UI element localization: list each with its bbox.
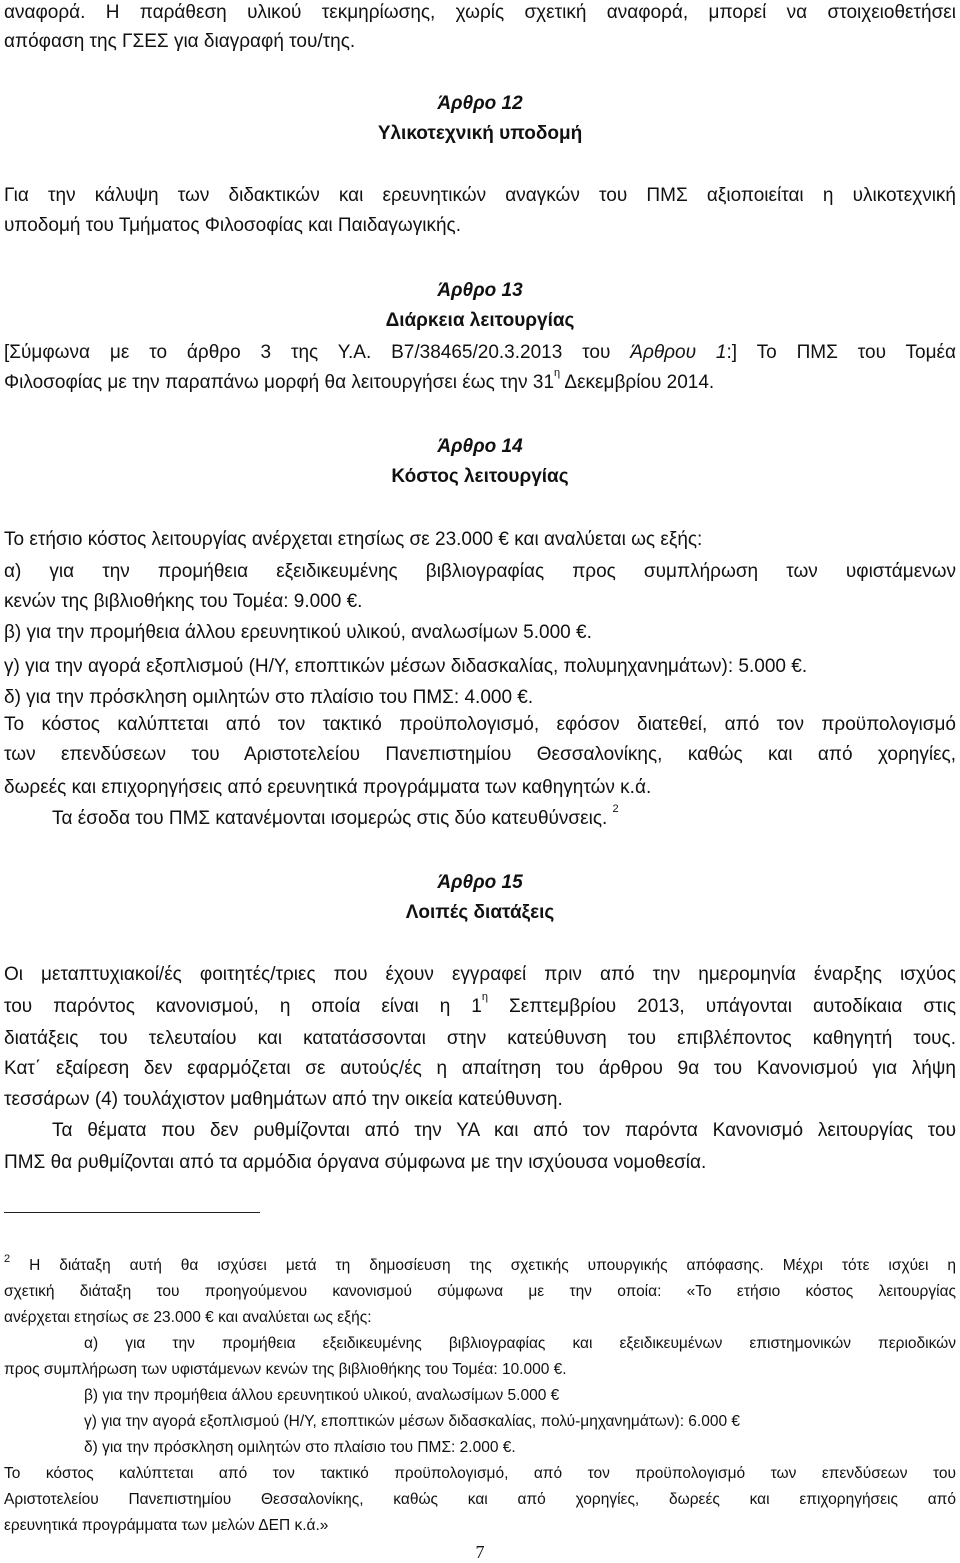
text-run: Φιλοσοφίας με την παραπάνω μορφή θα λειτουργήσει έως την 31 bbox=[4, 372, 555, 393]
paragraph-line: ΠΜΣ θα ρυθμίζονται από τα αρμόδια όργανα σύμφωνα με την ισχύουσα νομοθεσία. bbox=[4, 1152, 707, 1173]
list-item-line: κενών της βιβλιοθήκης του Τομέα: 9.000 €. bbox=[4, 591, 363, 612]
footnote-line bbox=[4, 1253, 956, 1276]
paragraph-line bbox=[4, 340, 956, 366]
superscript: η bbox=[554, 367, 561, 379]
paragraph-line: Κατ΄ εξαίρεση δεν εφαρμόζεται σε αυτούς/ές η απαίτηση του άρθρου 9α του Κανονισμού για λήψη bbox=[4, 1058, 956, 1079]
text-run-italic: Άρθρου 1 bbox=[630, 342, 727, 363]
article-15-number: Άρθρο 15 bbox=[437, 872, 523, 893]
page-number: 7 bbox=[475, 1542, 485, 1562]
footnote-line: γ) για την αγορά εξοπλισμού (Η/Υ, εποπτικών μέσων διδασκαλίας, πολύ-μηχανημάτων): 6.000 € bbox=[84, 1413, 741, 1430]
list-item-line: δ) για την πρόσκληση ομιλητών στο πλαίσιο του ΠΜΣ: 4.000 €. bbox=[4, 687, 534, 708]
footnote-line: α) για την προμήθεια εξειδικευμένης βιβλιογραφίας και εξειδικευμένων επιστημονικών περιοδικών bbox=[84, 1335, 956, 1352]
paragraph-line: Οι μεταπτυχιακοί/ές φοιτητές/τριες που έχουν εγγραφεί πριν από την ημερομηνία έναρξης ισχύος bbox=[4, 964, 956, 985]
superscript: η bbox=[481, 991, 488, 1003]
footnote-line: ερευνητικά προγράμματα των μελών ΔΕΠ κ.ά.» bbox=[4, 1517, 329, 1534]
footnote-line: Αριστοτελείου Πανεπιστημίου Θεσσαλονίκης, καθώς και από χορηγίες, δωρεές και επιχορηγήσεις από bbox=[4, 1491, 956, 1508]
text-run: Δεκεμβρίου 2014. bbox=[560, 372, 715, 393]
list-item-line: γ) για την αγορά εξοπλισμού (Η/Υ, εποπτικών μέσων διδασκαλίας, πολυμηχανημάτων): 5.000 €. bbox=[4, 656, 808, 677]
paragraph-line: Τα θέματα που δεν ρυθμίζονται από την ΥΑ και από τον παρόντα Κανονισμό λειτουργίας του bbox=[52, 1120, 956, 1141]
article-14-number: Άρθρο 14 bbox=[437, 436, 523, 457]
paragraph-line: Το κόστος καλύπτεται από τον τακτικό προϋπολογισμό, εφόσον διατεθεί, από τον προϋπολογισμό bbox=[4, 714, 956, 735]
footnote-line: Το κόστος καλύπτεται από τον τακτικό προϋπολογισμό, από τον προϋπολογισμό των επενδύσεων του bbox=[4, 1465, 956, 1482]
footnote-line: σχετική διάταξη του προηγούμενου κανονισμού σύμφωνα με την οποία: «Το ετήσιο κόστος λειτουργίας bbox=[4, 1283, 956, 1300]
footnote-separator bbox=[4, 1212, 260, 1213]
text-run: [Σύμφωνα με το άρθρο 3 της Υ.Α. Β7/38465/20.3.2013 του bbox=[4, 342, 631, 363]
paragraph-line: Για την κάλυψη των διδακτικών και ερευνητικών αναγκών του ΠΜΣ αξιοποιείται η υλικοτεχνική bbox=[4, 185, 956, 206]
article-13-number: Άρθρο 13 bbox=[437, 280, 523, 301]
article-13-title: Διάρκεια λειτουργίας bbox=[385, 310, 575, 331]
paragraph-line bbox=[52, 803, 956, 832]
paragraph-line: των επενδύσεων του Αριστοτελείου Πανεπιστημίου Θεσσαλονίκης, καθώς και από χορηγίες, bbox=[4, 744, 956, 765]
footnote-line: δ) για την πρόσκληση ομιλητών στο πλαίσιο του ΠΜΣ: 2.000 €. bbox=[84, 1439, 516, 1456]
footnote-line: β) για την προμήθεια άλλου ερευνητικού υλικού, αναλωσίμων 5.000 € bbox=[84, 1387, 560, 1404]
text-run: του παρόντος κανονισμού, η οποία είναι η 1 bbox=[4, 996, 482, 1017]
paragraph-line bbox=[4, 991, 956, 1020]
list-item-line: α) για την προμήθεια εξειδικευμένης βιβλιογραφίας προς συμπλήρωση των υφιστάμενων bbox=[4, 561, 956, 582]
footnote-mark: 2 bbox=[4, 1253, 11, 1265]
paragraph-line: απόφαση της ΓΣΕΣ για διαγραφή του/της. bbox=[4, 31, 356, 52]
article-12-number: Άρθρο 12 bbox=[437, 93, 523, 114]
article-14-title: Κόστος λειτουργίας bbox=[391, 466, 569, 487]
footnote-line: ανέρχεται ετησίως σε 23.000 € και αναλύεται ως εξής: bbox=[4, 1309, 372, 1326]
text-run: Η διάταξη αυτή θα ισχύσει μετά τη δημοσίευση της σχετικής υπουργικής απόφασης. Μέχρι τότε ισχύει η bbox=[10, 1257, 956, 1274]
text-run: :] Το ΠΜΣ του Τομέα bbox=[726, 342, 957, 363]
article-12-title: Υλικοτεχνική υποδομή bbox=[377, 123, 583, 144]
paragraph-line: Το ετήσιο κόστος λειτουργίας ανέρχεται ετησίως σε 23.000 € και αναλύεται ως εξής: bbox=[4, 529, 703, 550]
text-run: Τα έσοδα του ΠΜΣ κατανέμονται ισομερώς στις δύο κατευθύνσεις. bbox=[52, 808, 608, 829]
paragraph-line: υποδομή του Τμήματος Φιλοσοφίας και Παιδαγωγικής. bbox=[4, 215, 461, 236]
footnote-ref: 2 bbox=[612, 803, 619, 815]
list-item-line: β) για την προμήθεια άλλου ερευνητικού υλικού, αναλωσίμων 5.000 €. bbox=[4, 622, 592, 643]
paragraph-line: διατάξεις του τελευταίου και κατατάσσονται στην κατεύθυνση του επιβλέποντος καθηγητή τους. bbox=[4, 1028, 956, 1049]
paragraph-line bbox=[4, 367, 956, 396]
paragraph-line: τεσσάρων (4) τουλάχιστον μαθημάτων από την οικεία κατεύθυνση. bbox=[4, 1089, 563, 1110]
footnote-line: προς συμπλήρωση των υφιστάμενων κενών της βιβλιοθήκης του Τομέα: 10.000 €. bbox=[4, 1361, 567, 1378]
text-run: Σεπτεμβρίου 2013, υπάγονται αυτοδίκαια στις bbox=[487, 996, 956, 1017]
article-15-title: Λοιπές διατάξεις bbox=[405, 902, 555, 923]
paragraph-line: δωρεές και επιχορηγήσεις από ερευνητικά προγράμματα των καθηγητών κ.ά. bbox=[4, 777, 652, 798]
paragraph-line: αναφορά. Η παράθεση υλικού τεκμηρίωσης, χωρίς σχετική αναφορά, μπορεί να στοιχειοθετήσει bbox=[4, 2, 956, 23]
